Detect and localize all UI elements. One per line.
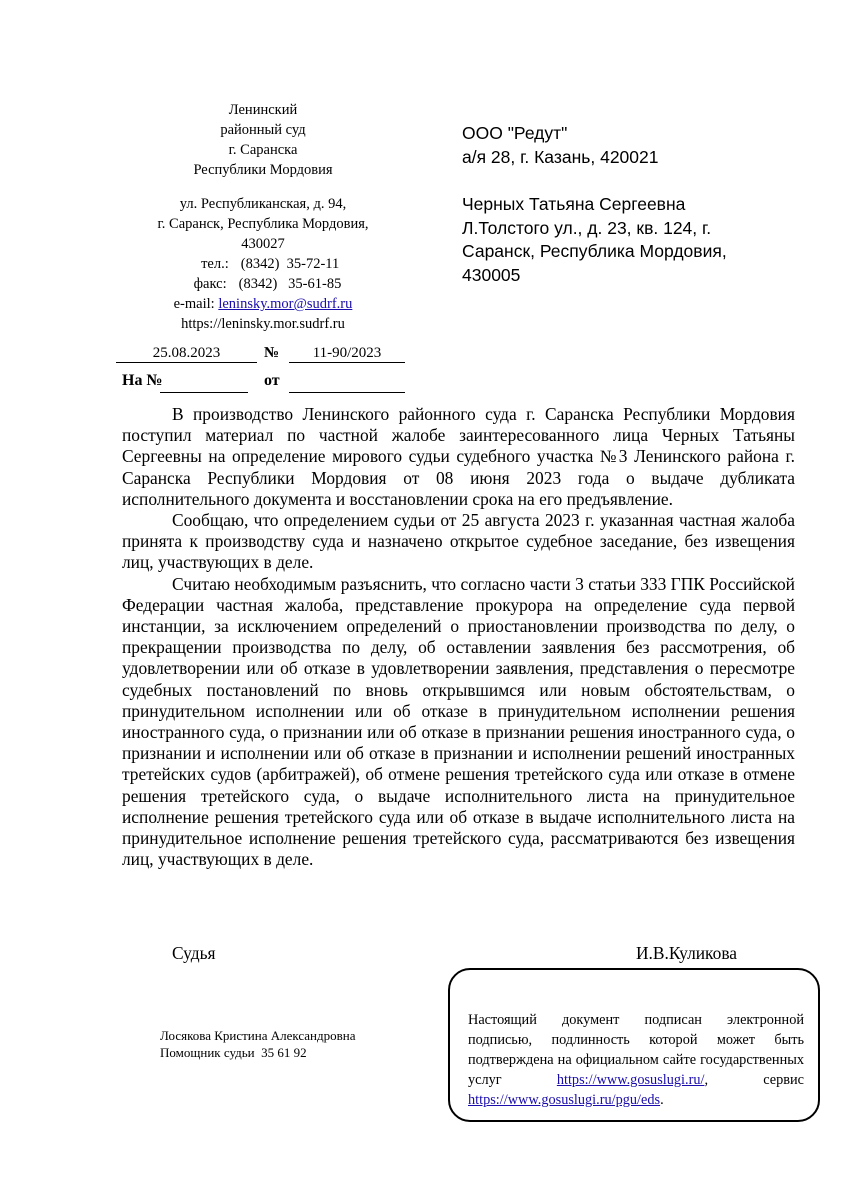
esign-end: . bbox=[660, 1092, 664, 1108]
eds-service-link[interactable]: https://www.gosuslugi.ru/pgu/eds bbox=[468, 1092, 661, 1108]
recipient-line: ООО "Редут" bbox=[462, 123, 568, 143]
court-address-line: ул. Республиканская, д. 94, bbox=[179, 196, 347, 212]
reply-date-blank bbox=[289, 372, 405, 393]
recipient-line: а/я 28, г. Казань, 420021 bbox=[462, 146, 659, 167]
email-label: e-mail: bbox=[173, 296, 215, 312]
court-header bbox=[148, 100, 378, 334]
outgoing-date: 25.08.2023 bbox=[116, 344, 257, 363]
letter-body bbox=[122, 404, 795, 870]
recipient-line: Саранск, Республика Мордовия, bbox=[462, 241, 727, 261]
signatory-role: Судья bbox=[172, 943, 216, 963]
court-name-line: Республики Мордовия bbox=[193, 162, 333, 178]
outgoing-number: 11-90/2023 bbox=[289, 344, 405, 363]
phone-label: тел.: bbox=[201, 256, 229, 272]
recipient-1 bbox=[462, 122, 752, 169]
court-email bbox=[148, 294, 378, 314]
phone-value: (8342) 35-72-11 bbox=[240, 256, 340, 272]
court-address-line: г. Саранск, Республика Мордовия, bbox=[157, 216, 369, 232]
court-address-line: 430027 bbox=[241, 236, 285, 252]
prepared-by bbox=[160, 1027, 356, 1061]
court-phone bbox=[148, 254, 378, 274]
esign-service-label: сервис bbox=[763, 1072, 804, 1088]
reply-to-label: На № bbox=[122, 372, 163, 389]
recipient-line: 430005 bbox=[462, 264, 521, 285]
body-paragraph: Считаю необходимым разъяснить, что согласно части 3 статьи 333 ГПК Российской Федерации частная жалоба, представление прокурора на определение суда первой инстанции, за исключением определений о приостановлении производства по делу, о прекращении производства по делу, об оставлении заявления без рассмотрения, об удовлетворении или об отказе в удовлетворении заявления, представления о пересмотре судебных постановлений по вновь открывшимся или новым обстоятельствам, о принудительном исполнении или об отказе в принудительном исполнении решения иностранного суда, о признании или об отказе в признании решения иностранного суда, о признании и исполнении или об отказе в признании и исполнении решений иностранных третейских судов (арбитражей), об отмене решения третейского суда или отказе в отмене решения третейского суда, о выдаче исполнительного листа на принудительное исполнение решения третейского суда или об отказе в выдаче исполнительного листа на принудительное исполнение решения третейского суда, рассматриваются без извещения лиц, участвующих в деле. bbox=[122, 573, 795, 870]
reply-from-label: от bbox=[264, 372, 280, 389]
esign-text: Настоящий документ подписан электронной подписью, подлинность которой может быть подтверждена на официальном сайте государственных услуг bbox=[468, 1012, 804, 1088]
prepared-by-name: Лосякова Кристина Александровна bbox=[160, 1028, 356, 1043]
recipient-line: Черных Татьяна Сергеевна bbox=[462, 194, 686, 214]
signatory-name: И.В.Куликова bbox=[636, 943, 738, 963]
esign-separator: , bbox=[704, 1072, 709, 1088]
fax-label: факс: bbox=[193, 276, 227, 292]
court-name-line: районный суд bbox=[220, 122, 306, 138]
outgoing-number-label: № bbox=[264, 345, 280, 361]
body-paragraph: Сообщаю, что определением судьи от 25 августа 2023 г. указанная частная жалоба принята к производству суда и назначено открытое судебное заседание, без извещения лиц, участвующих в деле. bbox=[122, 510, 795, 573]
fax-value: (8342) 35-61-85 bbox=[238, 276, 342, 292]
recipient-2 bbox=[462, 193, 752, 287]
prepared-by-position: Помощник судьи 35 61 92 bbox=[160, 1045, 307, 1060]
electronic-signature-notice bbox=[448, 968, 820, 1122]
court-website: https://leninsky.mor.sudrf.ru bbox=[181, 316, 345, 332]
court-name-line: г. Саранска bbox=[228, 142, 298, 158]
court-name-line: Ленинский bbox=[228, 102, 298, 118]
court-fax bbox=[148, 274, 378, 294]
addressee-block bbox=[462, 122, 752, 287]
gosuslugi-link[interactable]: https://www.gosuslugi.ru/ bbox=[556, 1072, 705, 1088]
email-link[interactable]: leninsky.mor@sudrf.ru bbox=[218, 296, 353, 312]
recipient-line: Л.Толстого ул., д. 23, кв. 124, г. bbox=[462, 217, 712, 238]
body-paragraph: В производство Ленинского районного суда г. Саранска Республики Мордовия поступил материал по частной жалобе заинтересованного лица Черных Татьяны Сергеевны на определение мирового судьи судебного участка №3 Ленинского района г. Саранска Республики Мордовия от 08 июня 2023 года о выдаче дубликата исполнительного документа и восстановлении срока на его предъявление. bbox=[122, 404, 795, 509]
reply-number-blank bbox=[160, 372, 248, 393]
